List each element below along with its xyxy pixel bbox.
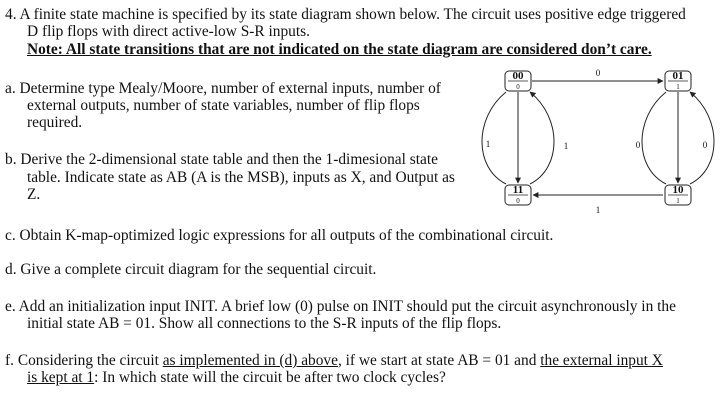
state-output-01: 1 — [676, 83, 680, 91]
state-name-01: 01 — [672, 70, 684, 82]
part-f-underline-input: the external input X — [540, 352, 663, 369]
part-f-underline-implemented: as implemented in (d) above — [162, 352, 338, 369]
part-d: d. Give a complete circuit diagram for the sequential circuit. — [5, 261, 377, 278]
transition-input-label-01-to-10: 0 — [702, 140, 708, 150]
transition-input-label-01-to-01: 0 — [635, 140, 641, 150]
part-f-pre: f. Considering the circuit — [5, 352, 163, 369]
state-name-00: 00 — [512, 70, 524, 82]
transition-input-label-00-to-01: 0 — [595, 68, 601, 78]
state-output-00: 0 — [516, 83, 520, 91]
part-c: c. Obtain K-map-optimized logic expressions for all outputs of the combinational circuit. — [5, 227, 554, 244]
part-f-line1 — [5, 352, 663, 369]
state-diagram — [470, 68, 720, 218]
part-e-line2: initial state AB = 01. Show all connections to the S-R inputs of the flip flops. — [27, 315, 502, 332]
part-f-line2-rest: : In which state will the circuit be after two clock cycles? — [94, 369, 446, 386]
part-f-mid: , if we start at state AB = 01 and — [337, 352, 541, 369]
part-a-line1: a. Determine type Mealy/Moore, number of external inputs, number of — [5, 80, 441, 97]
transition-input-label-00-to-11: 1 — [563, 141, 569, 151]
part-f-underline-kept: is kept at 1 — [27, 369, 95, 386]
part-e-line1: e. Add an initialization input INIT. A brief low (0) pulse on INIT should put the circuit asynchronously in the — [5, 298, 676, 315]
state-name-10: 10 — [672, 184, 684, 196]
part-b-line3: Z. — [27, 186, 41, 203]
state-output-11: 0 — [516, 197, 520, 205]
problem-header-line2: D flip flops with direct active-low S-R inputs. — [27, 23, 310, 40]
part-f-line2 — [27, 369, 446, 386]
state-output-10: 1 — [676, 197, 680, 205]
transition-input-label-10-to-11: 1 — [595, 205, 601, 215]
problem-header-line1: 4. A finite state machine is specified by its state diagram shown below. The circuit uses positive edge triggered — [5, 6, 686, 23]
part-b-line2: table. Indicate state as AB (A is the MSB), inputs as X, and Output as — [27, 169, 455, 186]
part-b-line1: b. Derive the 2-dimensional state table and then the 1-dimesional state — [5, 151, 438, 168]
dont-care-note: Note: All state transitions that are not indicated on the state diagram are considered don’t care. — [27, 41, 652, 58]
part-a-line3: required. — [27, 114, 83, 131]
transition-input-label-00-to-00: 1 — [485, 139, 491, 149]
part-a-line2: external outputs, number of state variables, number of flip flops — [27, 97, 420, 114]
state-name-11: 11 — [512, 184, 524, 196]
